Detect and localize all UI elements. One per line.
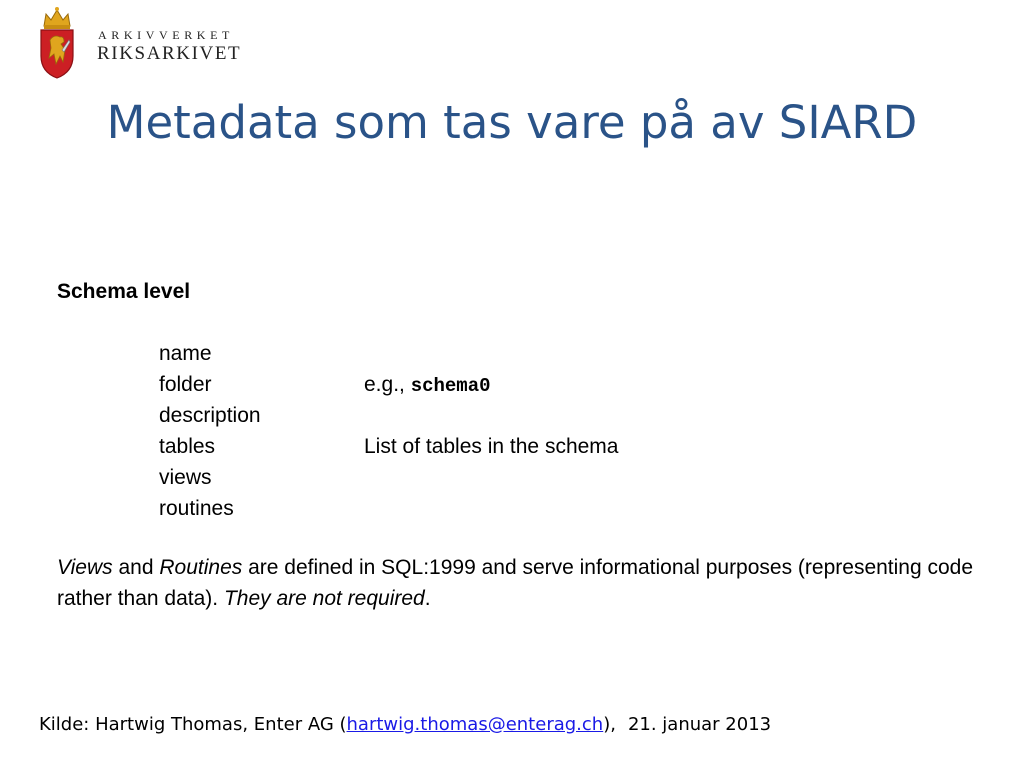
- footer-prefix: Kilde: Hartwig Thomas, Enter AG (: [39, 714, 347, 735]
- schema-field-list: [159, 338, 618, 524]
- note-prefix: e.g.,: [364, 373, 411, 396]
- explanation-paragraph: [57, 552, 987, 614]
- field-name: tables: [159, 435, 216, 458]
- field-name: name: [159, 342, 212, 365]
- field-name: routines: [159, 497, 234, 520]
- field-name: folder: [159, 373, 212, 396]
- section-heading: Schema level: [57, 280, 191, 303]
- footer-date: 21. januar 2013: [627, 714, 772, 735]
- field-name: description: [159, 404, 261, 427]
- field-row-views: [159, 462, 618, 493]
- views-term: Views: [57, 556, 113, 579]
- field-name: views: [159, 466, 212, 489]
- field-note: List of tables in the schema: [364, 435, 619, 458]
- riksarkivet-logo: [36, 6, 266, 80]
- and-text: and: [112, 556, 160, 579]
- logo-text-arkivverket: ARKIVVERKET: [98, 28, 234, 42]
- field-row-folder: [159, 369, 618, 400]
- field-row-routines: [159, 493, 618, 524]
- field-row-name: [159, 338, 618, 369]
- field-row-tables: [159, 431, 618, 462]
- paragraph-end: .: [424, 587, 431, 610]
- footer-suffix: ),: [603, 714, 616, 735]
- source-footer: [39, 714, 771, 735]
- logo-text-riksarkivet: RIKSARKIVET: [97, 43, 242, 64]
- slide-title: Metadata som tas vare på av SIARD: [106, 96, 918, 149]
- field-row-description: [159, 400, 618, 431]
- paragraph-body: are defined in SQL:1999 and serve informational purposes (representing code rather than data).: [57, 556, 974, 610]
- field-note: [364, 369, 491, 402]
- email-link[interactable]: hartwig.thomas@enterag.ch: [346, 714, 604, 735]
- not-required-text: They are not required: [223, 587, 425, 610]
- norwegian-coat-of-arms-icon: [36, 6, 78, 80]
- routines-term: Routines: [159, 556, 243, 579]
- note-code: schema0: [410, 375, 491, 397]
